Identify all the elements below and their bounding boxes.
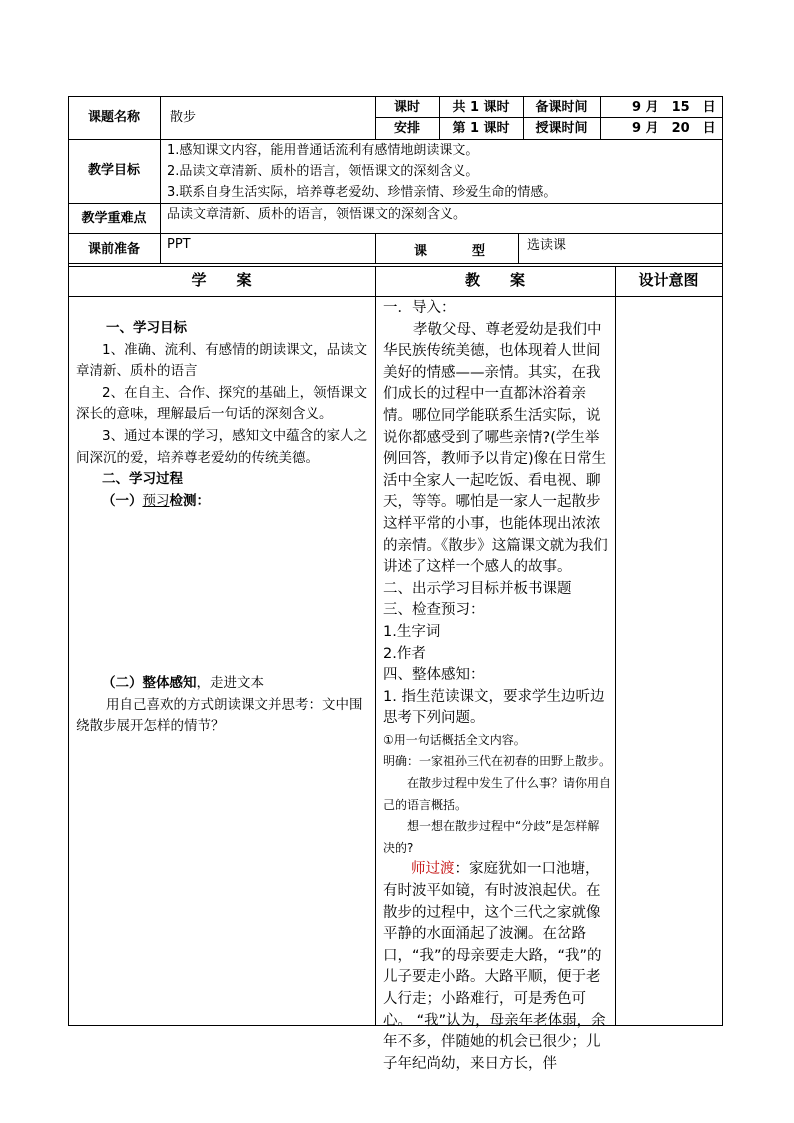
teach-step-3-1: 1.生字词 bbox=[383, 623, 441, 640]
goals-label: 教学目标 bbox=[87, 163, 140, 178]
col-divider bbox=[600, 96, 601, 139]
teach-question-2: 在散步过程中发生了什么事？请你用自己的语言概括。 bbox=[383, 776, 612, 812]
design-intent-column bbox=[616, 297, 722, 1025]
row-divider bbox=[68, 233, 723, 234]
study-perceive-question: 用自己喜欢的方式朗读课文并思考：文中围绕散步展开怎样的情节？ bbox=[76, 696, 363, 735]
period-label-1: 课时 bbox=[393, 100, 420, 115]
goal-item-3: 3.联系自身生活实际，培养尊老爱幼、珍惜亲情、珍爱生命的情感。 bbox=[167, 185, 557, 200]
transition-label: 师过渡 bbox=[411, 861, 455, 878]
preview-link: 预习 bbox=[142, 492, 170, 509]
prep-value: PPT bbox=[167, 237, 191, 252]
col-divider bbox=[160, 96, 161, 264]
teach-step-3: 三、检查预习： bbox=[383, 602, 485, 619]
teach-intro-heading: 一．导入： bbox=[383, 300, 456, 316]
type-label-2: 型 bbox=[472, 244, 486, 259]
teach-time-label: 授课时间 bbox=[535, 121, 588, 136]
row-divider bbox=[68, 203, 723, 204]
teach-step-4: 四、整体感知： bbox=[383, 667, 485, 684]
prep-label: 课前准备 bbox=[87, 242, 140, 257]
row-divider bbox=[68, 139, 723, 140]
teach-step-4-1: 1. 指生范读课文，要求学生边听边思考下列问题。 bbox=[383, 688, 605, 727]
study-goal-2: 2、在自主、合作、探究的基础上，领悟课文深长的意味，理解最后一句话的深刻含义。 bbox=[76, 384, 368, 423]
study-goal-3: 3、通过本课的学习，感知文中蕴含的家人之间深沉的爱，培养尊老爱幼的传统美德。 bbox=[76, 427, 368, 466]
col-divider bbox=[375, 266, 376, 1026]
study-section-preview: （一）预习检测： bbox=[102, 492, 210, 509]
table-top-border bbox=[68, 96, 723, 97]
course-value: 散步 bbox=[170, 110, 197, 125]
total-periods: 共 1 课时 bbox=[452, 100, 510, 115]
col-divider bbox=[375, 233, 376, 264]
prep-date: 9 月 15 日 bbox=[632, 100, 716, 115]
table-left-border bbox=[68, 96, 69, 1026]
goal-item-2: 2.品读文章清新、质朴的语言，领悟课文的深刻含义。 bbox=[167, 164, 479, 179]
teach-answer-1: 明确：一家祖孙三代在初春的田野上散步。 bbox=[383, 754, 612, 769]
key-points-value: 品读文章清新、质朴的语言，领悟课文的深刻含义。 bbox=[167, 207, 467, 222]
teach-transition: 师过渡：家庭犹如一口池塘，有时波平如镜，有时波浪起伏。在散步的过程中，这个三代之家就像平静的水面涌起了波澜。在岔路口，“我”的母亲要走大路，“我”的儿子要走小路。大路平顺，便于老人行走；小路难行，可是秀色可心。 “我”认为，母亲年老体弱，余年不多，伴随她的机会已很少；儿子年纪尚幼，来日方长，伴 bbox=[383, 861, 606, 1072]
type-value: 选读课 bbox=[527, 238, 567, 253]
study-heading-goals: 一、学习目标 bbox=[106, 320, 187, 336]
table-right-border bbox=[722, 96, 723, 1026]
course-label: 课题名称 bbox=[87, 110, 140, 125]
teach-date: 9 月 20 日 bbox=[632, 121, 716, 136]
study-plan-column bbox=[76, 318, 368, 512]
study-goal-1: 1、准确、流利、有感情的朗读课文，品读文章清新、质朴的语言 bbox=[76, 341, 368, 380]
row-divider bbox=[375, 117, 722, 118]
teach-question-1: ①用一句话概括全文内容。 bbox=[383, 732, 526, 747]
study-heading-process: 二、学习过程 bbox=[102, 471, 183, 488]
teach-step-3-2: 2.作者 bbox=[383, 645, 426, 662]
teach-plan-column bbox=[383, 298, 611, 1075]
key-points-label: 教学重难点 bbox=[81, 211, 147, 226]
prep-time-label: 备课时间 bbox=[535, 100, 588, 115]
type-label-1: 课 bbox=[414, 244, 428, 259]
design-intent-header: 设计意图 bbox=[638, 271, 699, 289]
row-divider bbox=[68, 263, 723, 264]
col-divider bbox=[518, 233, 519, 264]
study-plan-header: 学 案 bbox=[191, 271, 252, 289]
teach-plan-header: 教 案 bbox=[464, 271, 525, 289]
goal-item-1: 1.感知课文内容，能用普通话流利有感情地朗读课文。 bbox=[167, 143, 479, 158]
row-divider bbox=[68, 266, 723, 267]
this-period: 第 1 课时 bbox=[452, 121, 510, 136]
teach-question-3: 想一想在散步过程中“分歧”是怎样解决的? bbox=[383, 819, 600, 855]
period-label-2: 安排 bbox=[393, 121, 420, 136]
study-section-perceive: （二）整体感知，走进文本 用自己喜欢的方式朗读课文并思考：文中围绕散步展开怎样的情节？ bbox=[76, 673, 368, 738]
teach-intro-text: 孝敬父母、尊老爱幼是我们中华民族传统美德，也体现着人世间美好的情感——亲情。其实，在我们成长的过程中一直都沐浴着亲情。哪位同学能联系生活实际，说说你都感受到了哪些亲情?(学生举例回答，教师予以肯定)像在日常生活中全家人一起吃饭、看电视、聊天，等等。哪怕是一家人一起散步这样平常的小事，也能体现出浓浓的亲情。《散步》这篇课文就为我们讲述了这样一个感人的故事。 bbox=[383, 321, 608, 576]
teach-step-2: 二、出示学习目标并板书课题 bbox=[383, 580, 572, 597]
